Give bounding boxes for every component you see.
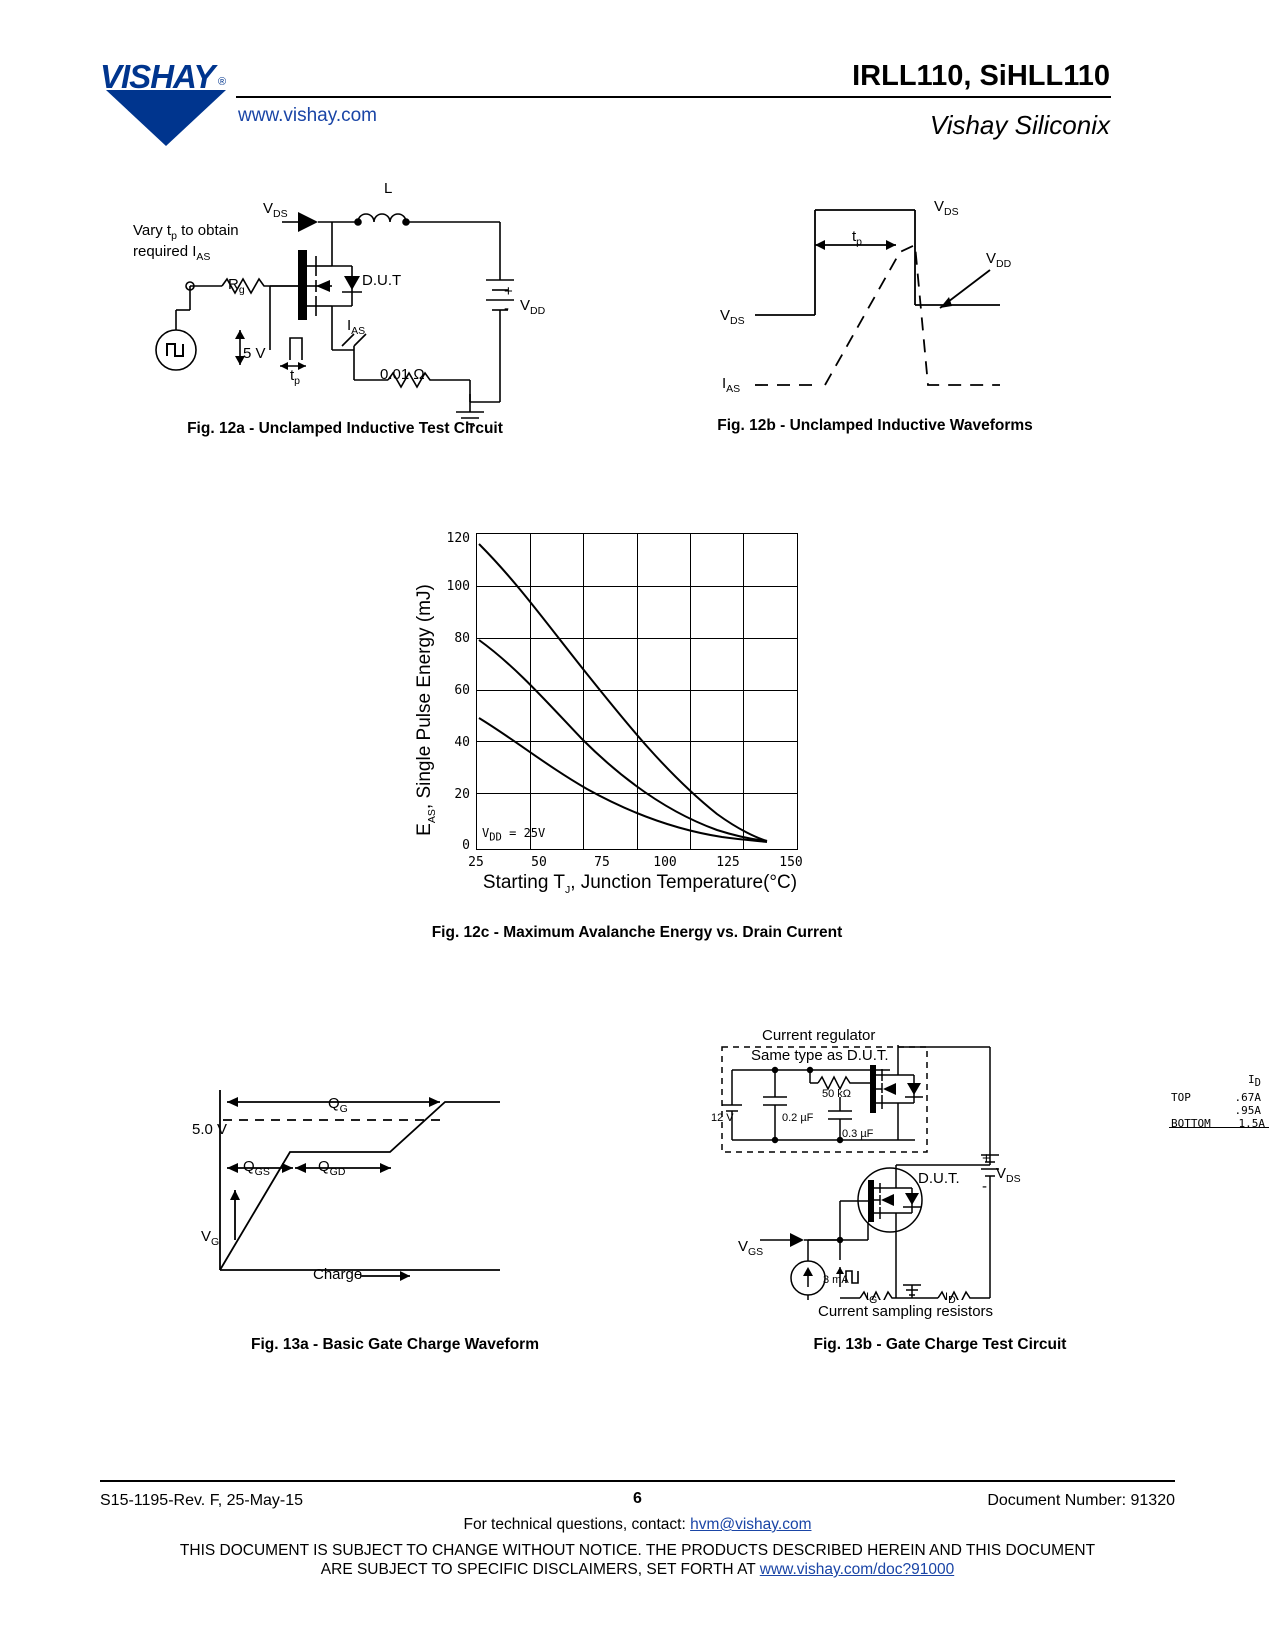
chart-ytick-40: 40 [454, 735, 470, 750]
footer-revision: S15-1195-Rev. F, 25-May-15 [100, 1492, 304, 1509]
fig13b-dut-label: D.U.T. [918, 1170, 960, 1187]
fig12a-source-label: 5 V [243, 345, 266, 362]
chart-legend-value-mid: .95A [1234, 1104, 1261, 1117]
fig13b-c1-label: 0.2 µF [782, 1112, 814, 1124]
chart-xtick-25: 25 [468, 855, 484, 870]
header-brand: Vishay Siliconix [929, 110, 1110, 140]
fig12a-vds-label: $V_{DS}$ [263, 200, 288, 220]
logo-triangle-icon [106, 90, 226, 146]
footer-disclaimer-line1: THIS DOCUMENT IS SUBJECT TO CHANGE WITHOUT NOTICE. THE PRODUCTS DESCRIBED HEREIN AND THIS DOCUMENT [179, 1542, 1096, 1559]
fig13b-sampling-label: Current sampling resistors [818, 1303, 994, 1320]
footer-divider [100, 1480, 1175, 1482]
chart-legend-label-bottom: BOTTOM [1171, 1117, 1211, 1130]
fig13b-r1-label: 50 kΩ [822, 1088, 852, 1100]
logo-registered-mark: ® [218, 76, 227, 88]
chart-ytick-100: 100 [446, 579, 470, 594]
chart-legend-label-top: TOP [1171, 1091, 1191, 1104]
fig13a-charge-label: Charge [313, 1266, 363, 1283]
chart-ytick-60: 60 [454, 683, 470, 698]
fig13b-current-source-label: 3 mA [823, 1274, 849, 1286]
fig13b-minus-label: - [982, 1178, 987, 1195]
fig13b-c2-label: 0.3 µF [842, 1128, 874, 1140]
fig12b-vds-left-label: $V_{DS}$ [720, 307, 745, 327]
page-title: IRLL110, SiHLL110 [852, 60, 1110, 92]
logo-wordmark: VISHAY [100, 58, 215, 95]
fig13a-vg-label: $V_G$ [201, 1228, 220, 1248]
fig12a-inductor-label: L [384, 180, 393, 197]
fig13b-schematic [700, 1035, 1030, 1300]
header-divider [236, 96, 1111, 98]
chart-xtick-125: 125 [716, 855, 740, 870]
chart-xtick-100: 100 [653, 855, 677, 870]
fig13b-12v-label: 12 V [711, 1112, 734, 1124]
fig12a-minus-label: - [504, 300, 509, 317]
chart-xtick-50: 50 [531, 855, 547, 870]
footer-disclaimer-link[interactable]: www.vishay.com/doc?91000 [759, 1561, 955, 1578]
chart-xtick-150: 150 [779, 855, 803, 870]
fig13b-id-label: ID [945, 1291, 956, 1307]
fig12a-vdd-label: $V_{DD}$ [520, 297, 546, 317]
fig13a-qgs-label: $Q_{GS}$ [243, 1158, 270, 1178]
fig12c-caption: Fig. 12c - Maximum Avalanche Energy vs. Drain Current [431, 924, 843, 941]
chart-legend-value-bottom: 1.5A [1238, 1117, 1265, 1130]
footer-document-number: Document Number: 91320 [987, 1492, 1175, 1509]
chart-y-axis-label: $E_{AS}$, Single Pulse Energy (mJ) [414, 584, 438, 836]
chart-ytick-80: 80 [454, 631, 470, 646]
fig13a-qgd-label: $Q_{GD}$ [318, 1158, 346, 1178]
fig12b-waveform [700, 190, 1100, 405]
fig13a-qg-label: $Q_G$ [328, 1095, 348, 1115]
fig13b-current-regulator-label: Current regulator [762, 1027, 876, 1044]
chart-annotation-vdd: VDD = 25V [482, 826, 546, 844]
footer-tech-prefix: For technical questions, contact: [463, 1516, 691, 1533]
fig12a-vary-label: Vary $t_p$ to obtain [133, 222, 239, 242]
chart-xtick-75: 75 [594, 855, 610, 870]
fig13b-vds-label: $V_{DS}$ [996, 1165, 1021, 1185]
chart-legend: ID TOP .67A .95A BOTTOM 1.5A [1169, 1075, 1269, 1128]
fig12a-ias-label: $I_{AS}$ [347, 317, 366, 337]
fig12b-tp-label: $t_p$ [852, 228, 863, 248]
fig12a-schematic [130, 180, 570, 430]
footer-technical-questions [0, 1516, 1275, 1534]
chart-ytick-120: 120 [446, 531, 470, 546]
fig12a-tp-label: $t_p$ [290, 367, 301, 387]
fig12a-caption: Fig. 12a - Unclamped Inductive Test Circuit [187, 420, 503, 437]
fig12b-ias-label: $I_{AS}$ [722, 375, 741, 395]
fig12a-shunt-label: 0.01 Ω [380, 366, 425, 383]
fig13b-ig-label: IG [866, 1291, 878, 1307]
footer-page-number: 6 [633, 1490, 642, 1507]
chart-x-axis-label: Starting $T_J$, Junction Temperature(°C) [482, 872, 798, 896]
vishay-logo [100, 48, 230, 148]
fig12a-rg-label: $R_g$ [228, 276, 245, 296]
fig12b-vds-top-label: $V_{DS}$ [934, 198, 959, 218]
fig13a-waveform [195, 1080, 515, 1295]
fig13b-vgs-label: $V_{GS}$ [738, 1238, 764, 1258]
fig12b-vdd-label: $V_{DD}$ [986, 250, 1012, 270]
chart-curves [477, 534, 795, 846]
fig13b-caption: Fig. 13b - Gate Charge Test Circuit [813, 1336, 1067, 1353]
footer-email-link[interactable]: hvm@vishay.com [690, 1516, 812, 1533]
footer-disclaimer-line2-prefix: ARE SUBJECT TO SPECIFIC DISCLAIMERS, SET FORTH AT [320, 1561, 760, 1578]
footer-disclaimer [0, 1541, 1275, 1579]
chart-ytick-0: 0 [462, 838, 470, 853]
fig12a-plus-label: + [504, 283, 513, 300]
fig12a-required-label: required $I_{AS}$ [133, 243, 211, 263]
fig13a-voltage-label: 5.0 V [192, 1121, 228, 1138]
fig13b-plus-label: + [982, 1150, 991, 1167]
chart-legend-header: I [1248, 1073, 1255, 1086]
fig12a-dut-label: D.U.T [362, 272, 402, 289]
fig12b-caption: Fig. 12b - Unclamped Inductive Waveforms [717, 417, 1033, 434]
header-website-link[interactable]: www.vishay.com [238, 105, 378, 126]
fig13a-caption: Fig. 13a - Basic Gate Charge Waveform [251, 1336, 539, 1353]
chart-legend-value-top: .67A [1234, 1091, 1261, 1104]
chart-ytick-20: 20 [454, 787, 470, 802]
fig13b-same-type-label: Same type as D.U.T. [751, 1047, 889, 1064]
